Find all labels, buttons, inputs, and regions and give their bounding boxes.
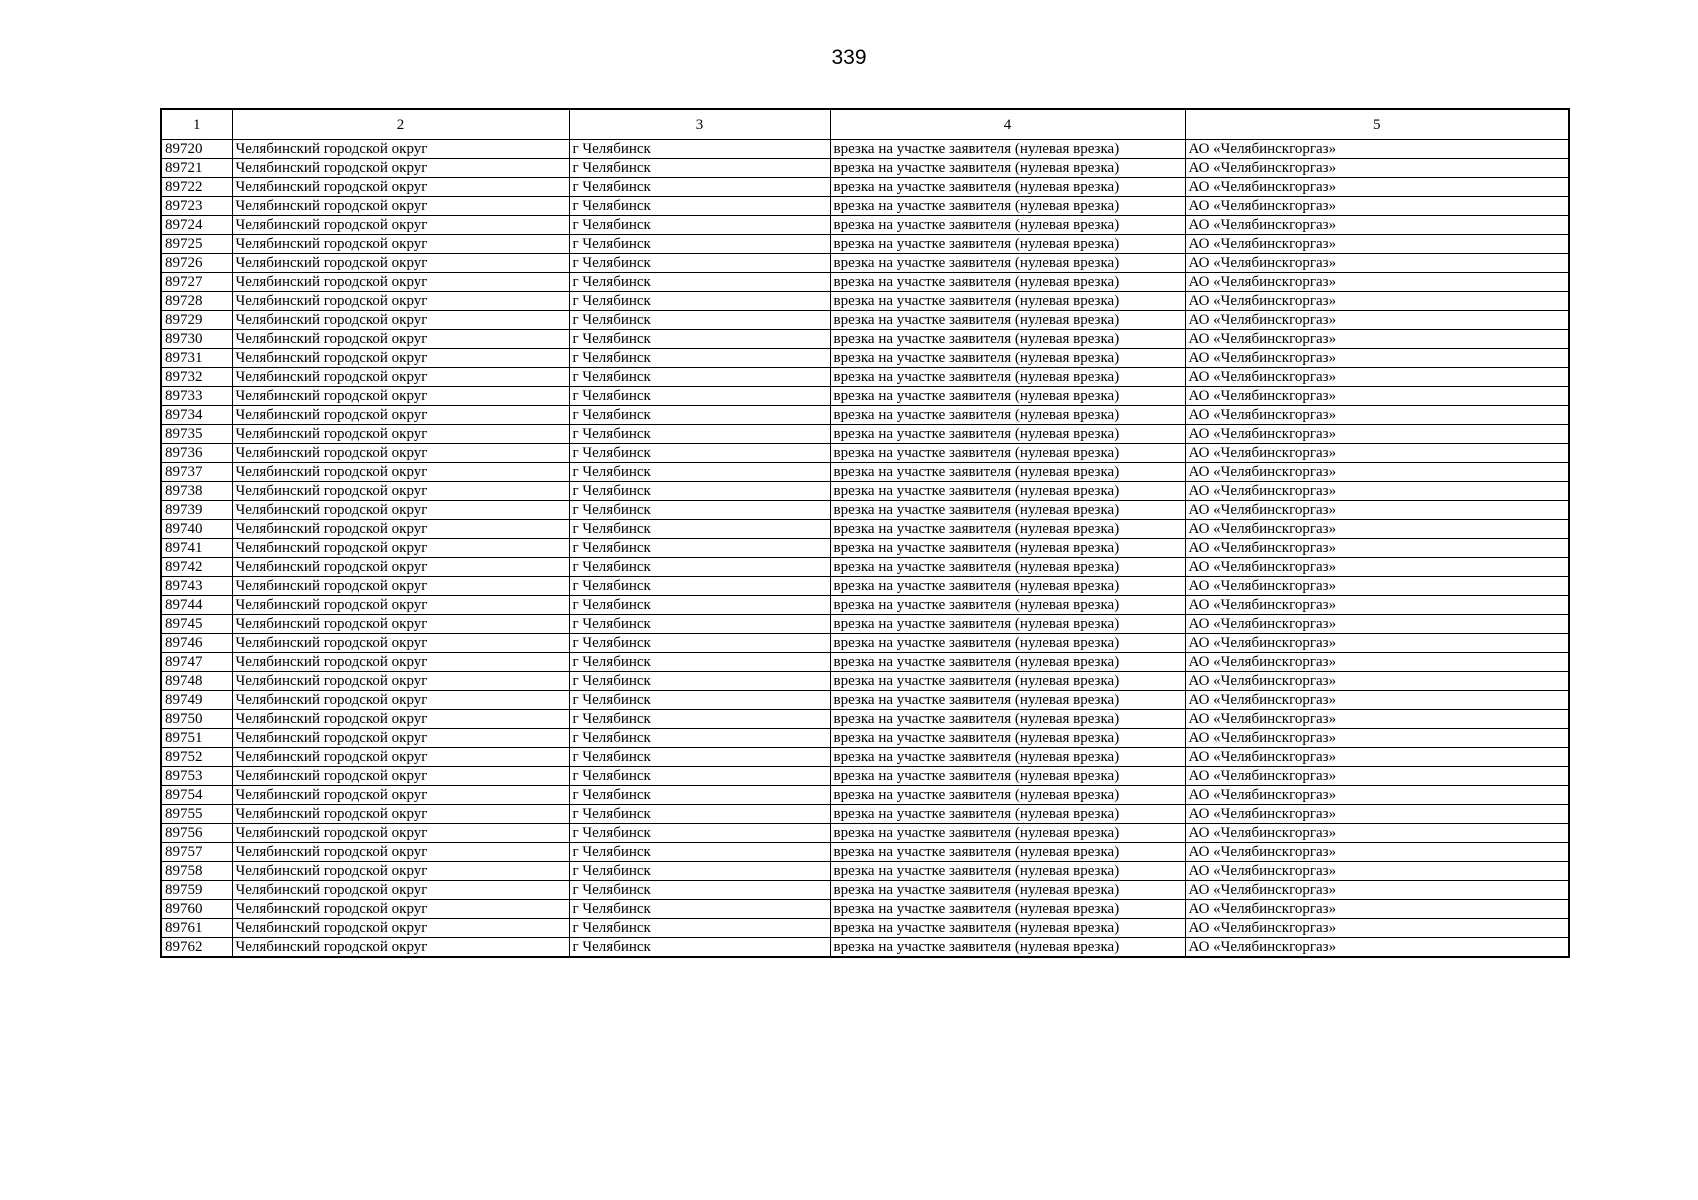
table-row (161, 900, 1569, 919)
row-number-cell: 89721 (161, 159, 232, 178)
locality-cell: г Челябинск (569, 862, 830, 881)
locality-cell: г Челябинск (569, 235, 830, 254)
locality-cell: г Челябинск (569, 311, 830, 330)
row-number-cell: 89735 (161, 425, 232, 444)
connection-type-cell: врезка на участке заявителя (нулевая врезка) (830, 254, 1185, 273)
row-number-cell: 89751 (161, 729, 232, 748)
organization-cell: АО «Челябинскгоргаз» (1185, 596, 1569, 615)
organization-cell: АО «Челябинскгоргаз» (1185, 729, 1569, 748)
organization-cell: АО «Челябинскгоргаз» (1185, 653, 1569, 672)
table-row (161, 843, 1569, 862)
connection-type-cell: врезка на участке заявителя (нулевая врезка) (830, 938, 1185, 958)
organization-cell: АО «Челябинскгоргаз» (1185, 824, 1569, 843)
table-row (161, 273, 1569, 292)
organization-cell: АО «Челябинскгоргаз» (1185, 330, 1569, 349)
locality-cell: г Челябинск (569, 748, 830, 767)
connection-type-cell: врезка на участке заявителя (нулевая врезка) (830, 539, 1185, 558)
district-cell: Челябинский городской округ (232, 425, 569, 444)
connection-type-cell: врезка на участке заявителя (нулевая врезка) (830, 368, 1185, 387)
district-cell: Челябинский городской округ (232, 672, 569, 691)
connection-type-cell: врезка на участке заявителя (нулевая врезка) (830, 824, 1185, 843)
locality-cell: г Челябинск (569, 596, 830, 615)
organization-cell: АО «Челябинскгоргаз» (1185, 425, 1569, 444)
table-row (161, 824, 1569, 843)
row-number-cell: 89723 (161, 197, 232, 216)
district-cell: Челябинский городской округ (232, 254, 569, 273)
organization-cell: АО «Челябинскгоргаз» (1185, 140, 1569, 159)
locality-cell: г Челябинск (569, 900, 830, 919)
connection-type-cell: врезка на участке заявителя (нулевая врезка) (830, 463, 1185, 482)
table-row (161, 767, 1569, 786)
table-row (161, 596, 1569, 615)
district-cell: Челябинский городской округ (232, 691, 569, 710)
row-number-cell: 89738 (161, 482, 232, 501)
header-row (161, 109, 1569, 140)
organization-cell: АО «Челябинскгоргаз» (1185, 748, 1569, 767)
row-number-cell: 89724 (161, 216, 232, 235)
table-row (161, 235, 1569, 254)
organization-cell: АО «Челябинскгоргаз» (1185, 159, 1569, 178)
locality-cell: г Челябинск (569, 463, 830, 482)
row-number-cell: 89755 (161, 805, 232, 824)
locality-cell: г Челябинск (569, 881, 830, 900)
row-number-cell: 89748 (161, 672, 232, 691)
organization-cell: АО «Челябинскгоргаз» (1185, 406, 1569, 425)
organization-cell: АО «Челябинскгоргаз» (1185, 615, 1569, 634)
locality-cell: г Челябинск (569, 159, 830, 178)
row-number-cell: 89741 (161, 539, 232, 558)
connection-type-cell: врезка на участке заявителя (нулевая врезка) (830, 767, 1185, 786)
organization-cell: АО «Челябинскгоргаз» (1185, 235, 1569, 254)
organization-cell: АО «Челябинскгоргаз» (1185, 938, 1569, 958)
table-row (161, 729, 1569, 748)
locality-cell: г Челябинск (569, 254, 830, 273)
page-number: 339 (831, 46, 867, 69)
table-row (161, 710, 1569, 729)
locality-cell: г Челябинск (569, 425, 830, 444)
table-row (161, 254, 1569, 273)
district-cell: Челябинский городской округ (232, 273, 569, 292)
table-row (161, 862, 1569, 881)
organization-cell: АО «Челябинскгоргаз» (1185, 349, 1569, 368)
row-number-cell: 89736 (161, 444, 232, 463)
connection-type-cell: врезка на участке заявителя (нулевая врезка) (830, 197, 1185, 216)
district-cell: Челябинский городской округ (232, 748, 569, 767)
row-number-cell: 89726 (161, 254, 232, 273)
district-cell: Челябинский городской округ (232, 767, 569, 786)
organization-cell: АО «Челябинскгоргаз» (1185, 919, 1569, 938)
district-cell: Челябинский городской округ (232, 805, 569, 824)
row-number-cell: 89720 (161, 140, 232, 159)
row-number-cell: 89746 (161, 634, 232, 653)
locality-cell: г Челябинск (569, 805, 830, 824)
district-cell: Челябинский городской округ (232, 178, 569, 197)
locality-cell: г Челябинск (569, 539, 830, 558)
table-row (161, 311, 1569, 330)
row-number-cell: 89743 (161, 577, 232, 596)
table-row (161, 216, 1569, 235)
table-row (161, 140, 1569, 159)
locality-cell: г Челябинск (569, 292, 830, 311)
district-cell: Челябинский городской округ (232, 558, 569, 577)
row-number-cell: 89731 (161, 349, 232, 368)
organization-cell: АО «Челябинскгоргаз» (1185, 501, 1569, 520)
organization-cell: АО «Челябинскгоргаз» (1185, 216, 1569, 235)
table-row (161, 501, 1569, 520)
organization-cell: АО «Челябинскгоргаз» (1185, 520, 1569, 539)
district-cell: Челябинский городской округ (232, 235, 569, 254)
organization-cell: АО «Челябинскгоргаз» (1185, 273, 1569, 292)
connection-type-cell: врезка на участке заявителя (нулевая врезка) (830, 900, 1185, 919)
locality-cell: г Челябинск (569, 387, 830, 406)
row-number-cell: 89744 (161, 596, 232, 615)
connection-type-cell: врезка на участке заявителя (нулевая врезка) (830, 273, 1185, 292)
table-row (161, 881, 1569, 900)
connection-type-cell: врезка на участке заявителя (нулевая врезка) (830, 729, 1185, 748)
district-cell: Челябинский городской округ (232, 501, 569, 520)
row-number-cell: 89734 (161, 406, 232, 425)
organization-cell: АО «Челябинскгоргаз» (1185, 311, 1569, 330)
connection-type-cell: врезка на участке заявителя (нулевая врезка) (830, 881, 1185, 900)
connection-type-cell: врезка на участке заявителя (нулевая врезка) (830, 862, 1185, 881)
locality-cell: г Челябинск (569, 140, 830, 159)
connection-type-cell: врезка на участке заявителя (нулевая врезка) (830, 615, 1185, 634)
locality-cell: г Челябинск (569, 824, 830, 843)
organization-cell: АО «Челябинскгоргаз» (1185, 881, 1569, 900)
table-row (161, 292, 1569, 311)
district-cell: Челябинский городской округ (232, 216, 569, 235)
organization-cell: АО «Челябинскгоргаз» (1185, 254, 1569, 273)
organization-cell: АО «Челябинскгоргаз» (1185, 900, 1569, 919)
connection-type-cell: врезка на участке заявителя (нулевая врезка) (830, 159, 1185, 178)
locality-cell: г Челябинск (569, 520, 830, 539)
table-body (161, 140, 1569, 958)
column-header-4: 4 (830, 109, 1185, 140)
connection-type-cell: врезка на участке заявителя (нулевая врезка) (830, 292, 1185, 311)
column-header-5: 5 (1185, 109, 1569, 140)
connection-type-cell: врезка на участке заявителя (нулевая врезка) (830, 843, 1185, 862)
district-cell: Челябинский городской округ (232, 843, 569, 862)
organization-cell: АО «Челябинскгоргаз» (1185, 767, 1569, 786)
locality-cell: г Челябинск (569, 786, 830, 805)
row-number-cell: 89758 (161, 862, 232, 881)
locality-cell: г Челябинск (569, 501, 830, 520)
row-number-cell: 89756 (161, 824, 232, 843)
district-cell: Челябинский городской округ (232, 444, 569, 463)
organization-cell: АО «Челябинскгоргаз» (1185, 843, 1569, 862)
connection-type-cell: врезка на участке заявителя (нулевая врезка) (830, 691, 1185, 710)
district-cell: Челябинский городской округ (232, 482, 569, 501)
locality-cell: г Челябинск (569, 710, 830, 729)
connection-type-cell: врезка на участке заявителя (нулевая врезка) (830, 387, 1185, 406)
locality-cell: г Челябинск (569, 672, 830, 691)
row-number-cell: 89745 (161, 615, 232, 634)
connection-type-cell: врезка на участке заявителя (нулевая врезка) (830, 710, 1185, 729)
row-number-cell: 89761 (161, 919, 232, 938)
connection-type-cell: врезка на участке заявителя (нулевая врезка) (830, 596, 1185, 615)
row-number-cell: 89754 (161, 786, 232, 805)
locality-cell: г Челябинск (569, 615, 830, 634)
table-row (161, 748, 1569, 767)
district-cell: Челябинский городской округ (232, 330, 569, 349)
locality-cell: г Челябинск (569, 273, 830, 292)
column-header-1: 1 (161, 109, 232, 140)
district-cell: Челябинский городской округ (232, 653, 569, 672)
locality-cell: г Челябинск (569, 767, 830, 786)
district-cell: Челябинский городской округ (232, 406, 569, 425)
locality-cell: г Челябинск (569, 577, 830, 596)
locality-cell: г Челябинск (569, 919, 830, 938)
locality-cell: г Челябинск (569, 406, 830, 425)
locality-cell: г Челябинск (569, 653, 830, 672)
organization-cell: АО «Челябинскгоргаз» (1185, 463, 1569, 482)
table-row (161, 463, 1569, 482)
data-table (160, 108, 1570, 958)
organization-cell: АО «Челябинскгоргаз» (1185, 634, 1569, 653)
row-number-cell: 89753 (161, 767, 232, 786)
connection-type-cell: врезка на участке заявителя (нулевая врезка) (830, 178, 1185, 197)
row-number-cell: 89752 (161, 748, 232, 767)
table-header (161, 109, 1569, 140)
locality-cell: г Челябинск (569, 178, 830, 197)
table-row (161, 520, 1569, 539)
row-number-cell: 89760 (161, 900, 232, 919)
row-number-cell: 89728 (161, 292, 232, 311)
organization-cell: АО «Челябинскгоргаз» (1185, 786, 1569, 805)
locality-cell: г Челябинск (569, 938, 830, 958)
district-cell: Челябинский городской округ (232, 463, 569, 482)
connection-type-cell: врезка на участке заявителя (нулевая врезка) (830, 140, 1185, 159)
district-cell: Челябинский городской округ (232, 938, 569, 958)
table-row (161, 197, 1569, 216)
organization-cell: АО «Челябинскгоргаз» (1185, 292, 1569, 311)
district-cell: Челябинский городской округ (232, 577, 569, 596)
connection-type-cell: врезка на участке заявителя (нулевая врезка) (830, 786, 1185, 805)
district-cell: Челябинский городской округ (232, 862, 569, 881)
table-row (161, 615, 1569, 634)
locality-cell: г Челябинск (569, 330, 830, 349)
row-number-cell: 89725 (161, 235, 232, 254)
district-cell: Челябинский городской округ (232, 292, 569, 311)
district-cell: Челябинский городской округ (232, 786, 569, 805)
connection-type-cell: врезка на участке заявителя (нулевая врезка) (830, 919, 1185, 938)
row-number-cell: 89749 (161, 691, 232, 710)
connection-type-cell: врезка на участке заявителя (нулевая врезка) (830, 311, 1185, 330)
connection-type-cell: врезка на участке заявителя (нулевая врезка) (830, 558, 1185, 577)
locality-cell: г Челябинск (569, 197, 830, 216)
district-cell: Челябинский городской округ (232, 634, 569, 653)
row-number-cell: 89737 (161, 463, 232, 482)
table-row (161, 368, 1569, 387)
district-cell: Челябинский городской округ (232, 615, 569, 634)
district-cell: Челябинский городской округ (232, 881, 569, 900)
district-cell: Челябинский городской округ (232, 349, 569, 368)
district-cell: Челябинский городской округ (232, 596, 569, 615)
table-row (161, 159, 1569, 178)
connection-type-cell: врезка на участке заявителя (нулевая врезка) (830, 444, 1185, 463)
table-row (161, 444, 1569, 463)
organization-cell: АО «Челябинскгоргаз» (1185, 197, 1569, 216)
organization-cell: АО «Челябинскгоргаз» (1185, 862, 1569, 881)
table-row (161, 634, 1569, 653)
connection-type-cell: врезка на участке заявителя (нулевая врезка) (830, 577, 1185, 596)
table-row (161, 349, 1569, 368)
table-row (161, 539, 1569, 558)
row-number-cell: 89762 (161, 938, 232, 958)
organization-cell: АО «Челябинскгоргаз» (1185, 672, 1569, 691)
district-cell: Челябинский городской округ (232, 710, 569, 729)
organization-cell: АО «Челябинскгоргаз» (1185, 805, 1569, 824)
organization-cell: АО «Челябинскгоргаз» (1185, 539, 1569, 558)
locality-cell: г Челябинск (569, 482, 830, 501)
table-row (161, 653, 1569, 672)
locality-cell: г Челябинск (569, 634, 830, 653)
row-number-cell: 89733 (161, 387, 232, 406)
district-cell: Челябинский городской округ (232, 140, 569, 159)
district-cell: Челябинский городской округ (232, 900, 569, 919)
column-header-3: 3 (569, 109, 830, 140)
row-number-cell: 89740 (161, 520, 232, 539)
organization-cell: АО «Челябинскгоргаз» (1185, 444, 1569, 463)
district-cell: Челябинский городской округ (232, 311, 569, 330)
table-row (161, 387, 1569, 406)
row-number-cell: 89730 (161, 330, 232, 349)
district-cell: Челябинский городской округ (232, 824, 569, 843)
table-row (161, 805, 1569, 824)
row-number-cell: 89722 (161, 178, 232, 197)
row-number-cell: 89729 (161, 311, 232, 330)
table-row (161, 330, 1569, 349)
locality-cell: г Челябинск (569, 558, 830, 577)
row-number-cell: 89727 (161, 273, 232, 292)
table-row (161, 482, 1569, 501)
row-number-cell: 89750 (161, 710, 232, 729)
locality-cell: г Челябинск (569, 729, 830, 748)
table-row (161, 691, 1569, 710)
connection-type-cell: врезка на участке заявителя (нулевая врезка) (830, 482, 1185, 501)
table-row (161, 786, 1569, 805)
locality-cell: г Челябинск (569, 368, 830, 387)
organization-cell: АО «Челябинскгоргаз» (1185, 577, 1569, 596)
district-cell: Челябинский городской округ (232, 520, 569, 539)
row-number-cell: 89757 (161, 843, 232, 862)
locality-cell: г Челябинск (569, 691, 830, 710)
organization-cell: АО «Челябинскгоргаз» (1185, 368, 1569, 387)
table-row (161, 558, 1569, 577)
district-cell: Челябинский городской округ (232, 197, 569, 216)
district-cell: Челябинский городской округ (232, 539, 569, 558)
locality-cell: г Челябинск (569, 216, 830, 235)
connection-type-cell: врезка на участке заявителя (нулевая врезка) (830, 349, 1185, 368)
table-row (161, 672, 1569, 691)
connection-type-cell: врезка на участке заявителя (нулевая врезка) (830, 520, 1185, 539)
row-number-cell: 89747 (161, 653, 232, 672)
table-row (161, 938, 1569, 958)
table-row (161, 425, 1569, 444)
connection-type-cell: врезка на участке заявителя (нулевая врезка) (830, 653, 1185, 672)
connection-type-cell: врезка на участке заявителя (нулевая врезка) (830, 672, 1185, 691)
table-row (161, 406, 1569, 425)
connection-type-cell: врезка на участке заявителя (нулевая врезка) (830, 501, 1185, 520)
district-cell: Челябинский городской округ (232, 368, 569, 387)
row-number-cell: 89759 (161, 881, 232, 900)
district-cell: Челябинский городской округ (232, 729, 569, 748)
organization-cell: АО «Челябинскгоргаз» (1185, 691, 1569, 710)
organization-cell: АО «Челябинскгоргаз» (1185, 558, 1569, 577)
table-row (161, 919, 1569, 938)
connection-type-cell: врезка на участке заявителя (нулевая врезка) (830, 634, 1185, 653)
connection-type-cell: врезка на участке заявителя (нулевая врезка) (830, 330, 1185, 349)
locality-cell: г Челябинск (569, 843, 830, 862)
table-row (161, 577, 1569, 596)
row-number-cell: 89732 (161, 368, 232, 387)
organization-cell: АО «Челябинскгоргаз» (1185, 482, 1569, 501)
district-cell: Челябинский городской округ (232, 159, 569, 178)
connection-type-cell: врезка на участке заявителя (нулевая врезка) (830, 748, 1185, 767)
district-cell: Челябинский городской округ (232, 919, 569, 938)
district-cell: Челябинский городской округ (232, 387, 569, 406)
connection-type-cell: врезка на участке заявителя (нулевая врезка) (830, 406, 1185, 425)
locality-cell: г Челябинск (569, 349, 830, 368)
organization-cell: АО «Челябинскгоргаз» (1185, 387, 1569, 406)
row-number-cell: 89739 (161, 501, 232, 520)
column-header-2: 2 (232, 109, 569, 140)
row-number-cell: 89742 (161, 558, 232, 577)
connection-type-cell: врезка на участке заявителя (нулевая врезка) (830, 235, 1185, 254)
connection-type-cell: врезка на участке заявителя (нулевая врезка) (830, 805, 1185, 824)
connection-type-cell: врезка на участке заявителя (нулевая врезка) (830, 216, 1185, 235)
connection-type-cell: врезка на участке заявителя (нулевая врезка) (830, 425, 1185, 444)
table-row (161, 178, 1569, 197)
organization-cell: АО «Челябинскгоргаз» (1185, 710, 1569, 729)
locality-cell: г Челябинск (569, 444, 830, 463)
organization-cell: АО «Челябинскгоргаз» (1185, 178, 1569, 197)
